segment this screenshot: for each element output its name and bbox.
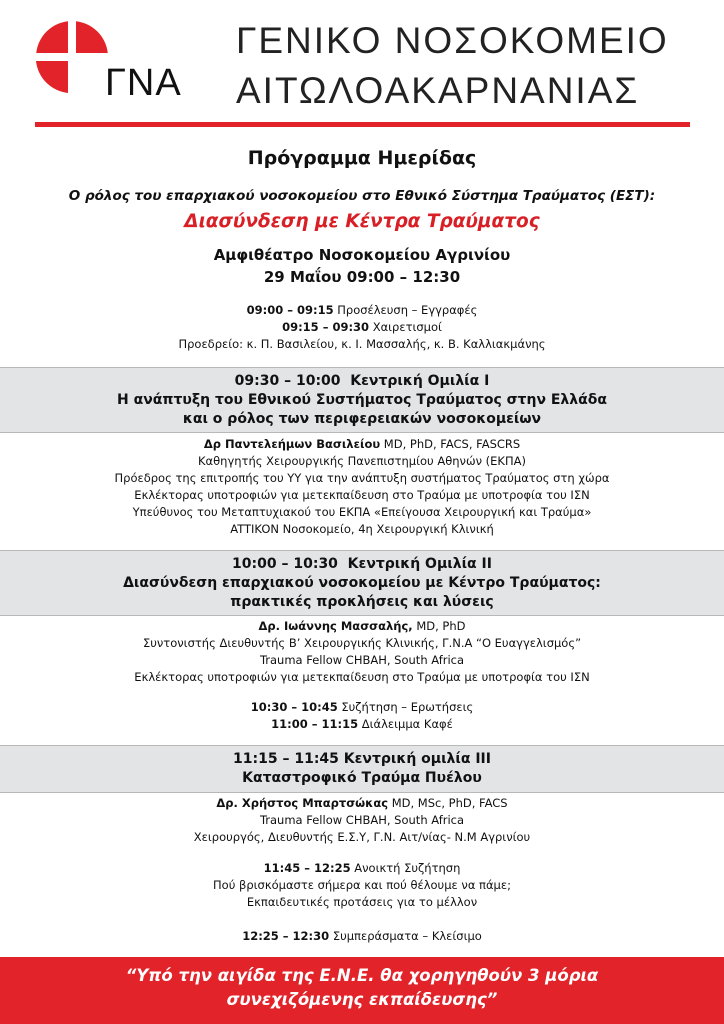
speaker-bio-line: Εκλέκτορας υποτροφιών για μετεκπαίδευση στο Τραύμα με υποτροφία του ΙΣΝ <box>134 488 590 502</box>
schedule-label: Διάλειμμα Καφέ <box>361 717 453 731</box>
schedule-time: 09:00 – 09:15 <box>246 303 334 317</box>
schedule-time: 12:25 – 12:30 <box>242 929 330 943</box>
session-label: Κεντρική ομιλία ΙΙΙ <box>343 751 491 767</box>
speaker-2 <box>0 618 724 635</box>
speaker-bio-line: Trauma Fellow CHBAH, South Africa <box>259 653 465 667</box>
event-highlight-title: Διασύνδεση με Κέντρα Τραύματος <box>184 211 540 232</box>
schedule-time: 11:00 – 11:15 <box>271 717 359 731</box>
open-discussion-topic: Εκπαιδευτικές προτάσεις για το μέλλον <box>246 895 478 909</box>
speaker-bio-line: Χειρουργός, Διευθυντής Ε.Σ.Υ, Γ.Ν. Αιτ/νίας- Ν.Μ Αγρινίου <box>193 830 531 844</box>
speaker-bio-line: Πρόεδρος της επιτροπής του ΥΥ για την ανάπτυξη συστήματος Τραύματος στη χώρα <box>114 471 610 485</box>
session-label: Κεντρική Ομιλία ΙΙ <box>347 556 492 572</box>
header-divider <box>35 122 690 127</box>
session-time: 09:30 – 10:00 <box>234 373 341 389</box>
speaker-bio-line: Συντονιστής Διευθυντής Β’ Χειρουργικής Κλινικής, Γ.Ν.Α “Ο Ευαγγελισμός” <box>142 636 582 650</box>
venue: Αμφιθέατρο Νοσοκομείου Αγρινίου <box>213 246 511 264</box>
speaker-bio-line: Trauma Fellow CHBAH, South Africa <box>259 813 465 827</box>
footer-line2: συνεχιζόμενης εκπαίδευσης” <box>226 990 498 1009</box>
session-title-line1: Διασύνδεση επαρχιακού νοσοκομείου με Κέντρο Τραύματος: <box>123 575 601 591</box>
speaker-bio-line: Καθηγητής Χειρουργικής Πανεπιστημίου Αθηνών (ΕΚΠΑ) <box>198 454 526 468</box>
session-title-line2: πρακτικές προκλήσεις και λύσεις <box>230 594 494 610</box>
session-band-1 <box>0 367 724 433</box>
event-date-time: 29 Μαΐου 09:00 – 12:30 <box>263 268 461 286</box>
session-title-line2: και ο ρόλος των περιφερειακών νοσοκομείων <box>182 411 542 427</box>
logo-abbreviation: ΓΝΑ <box>105 62 182 104</box>
schedule-label: Συζήτηση – Ερωτήσεις <box>341 700 474 714</box>
schedule-label: Χαιρετισμοί <box>372 320 442 334</box>
schedule-label: Προσέλευση – Εγγραφές <box>337 303 478 317</box>
speaker-bio-line: Εκλέκτορας υποτροφιών για μετεκπαίδευση στο Τραύμα με υποτροφία του ΙΣΝ <box>134 670 590 684</box>
program-title: Πρόγραμμα Ημερίδας <box>247 147 477 169</box>
open-discussion-topic: Πού βρισκόμαστε σήμερα και πού θέλουμε να πάμε; <box>213 878 511 892</box>
speaker-name: Δρ. Χρήστος Μπαρτσώκας <box>216 796 389 810</box>
speaker-name: Δρ Παντελεήμων Βασιλείου <box>203 437 381 451</box>
session-title-line1: Η ανάπτυξη του Εθνικού Συστήματος Τραύματος στην Ελλάδα <box>117 392 607 408</box>
speaker-3 <box>0 795 724 812</box>
session-band-2 <box>0 550 724 616</box>
session-time: 11:15 – 11:45 <box>233 751 339 767</box>
session-heading <box>0 749 724 769</box>
session-label: Κεντρική Ομιλία Ι <box>350 373 490 389</box>
event-subtitle: Ο ρόλος του επαρχιακού νοσοκομείου στο Εθνικό Σύστημα Τραύματος (ΕΣΤ): <box>68 188 656 204</box>
speaker-bio-line: Υπεύθυνος του Μεταπτυχιακού του ΕΚΠΑ «Επείγουσα Χειρουργική και Τραύμα» <box>132 505 592 519</box>
session-heading <box>0 554 724 574</box>
schedule-time: 10:30 – 10:45 <box>250 700 338 714</box>
footer-line1: “Υπό την αιγίδα της Ε.Ν.Ε. θα χορηγηθούν 3 μόρια <box>125 966 599 985</box>
schedule-time: 09:15 – 09:30 <box>282 320 370 334</box>
schedule-label: Ανοικτή Συζήτηση <box>354 861 461 875</box>
speaker-degrees: MD, PhD, FACS, FASCRS <box>380 437 521 451</box>
speaker-name: Δρ. Ιωάννης Μασσαλής, <box>258 619 413 633</box>
schedule-item-discussion <box>0 699 724 716</box>
session-heading <box>0 371 724 391</box>
speaker-1 <box>0 436 724 453</box>
hospital-logo-icon <box>35 20 109 94</box>
schedule-time: 11:45 – 12:25 <box>263 861 351 875</box>
speaker-degrees: MD, PhD <box>412 619 466 633</box>
hospital-name-line1: ΓΕΝΙΚΟ ΝΟΣΟΚΟΜΕΙΟ <box>236 20 669 61</box>
presidium: Προεδρείο: κ. Π. Βασιλείου, κ. Ι. Μασσαλής, κ. Β. Καλλιακμάνης <box>178 337 546 351</box>
schedule-item-greetings <box>0 319 724 336</box>
speaker-bio-line: ATTIKON Νοσοκομείο, 4η Χειρουργική Κλινική <box>230 522 494 536</box>
session-title-line1: Καταστροφικό Τραύμα Πυέλου <box>242 770 482 786</box>
schedule-item-coffee-break <box>0 716 724 733</box>
speaker-degrees: MD, MSc, PhD, FACS <box>388 796 508 810</box>
schedule-item-registration <box>0 302 724 319</box>
schedule-item-closing <box>0 928 724 945</box>
schedule-item-open-discussion <box>0 860 724 877</box>
hospital-name-line2: ΑΙΤΩΛΟΑΚΑΡΝΑΝΙΑΣ <box>236 70 640 111</box>
schedule-label: Συμπεράσματα – Κλείσιμο <box>332 929 482 943</box>
footer-banner <box>0 957 724 1024</box>
session-band-3 <box>0 745 724 793</box>
session-time: 10:00 – 10:30 <box>232 556 338 572</box>
